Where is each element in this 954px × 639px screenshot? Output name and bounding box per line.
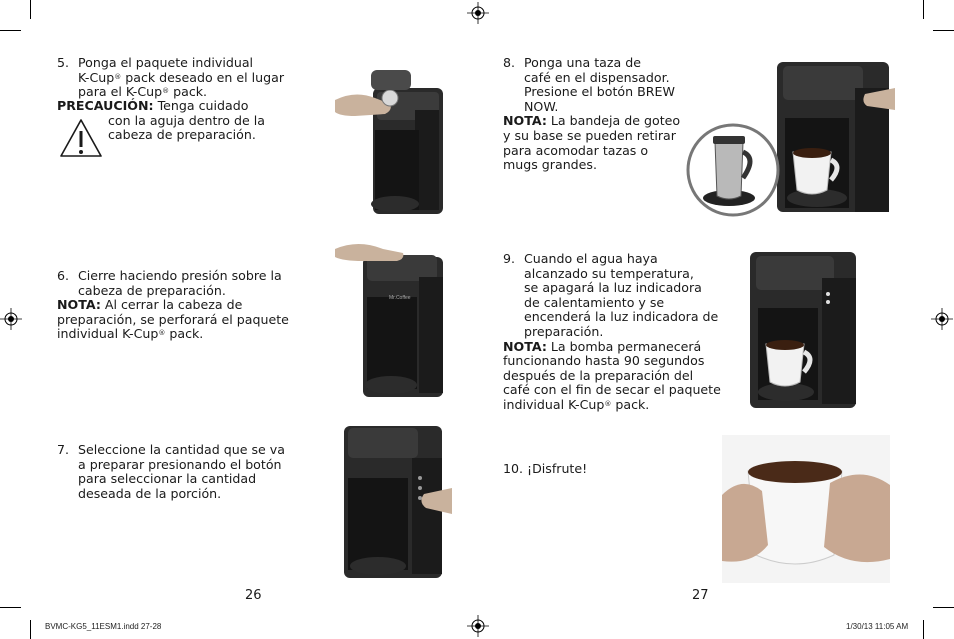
note-label: NOTA: [503,113,547,129]
crop-mark [933,30,954,31]
crop-mark [933,607,954,608]
date-slug: 1/30/13 11:05 AM [846,622,909,631]
coffee-maker-with-cup-image [685,58,895,223]
step-number: 5. [57,55,70,70]
step-9: 9. Cuando el agua haya alcanzado su temperatura, se apagará la luz indicadora de calentamiento y se encenderá la luz indicadora de preparación. NOTA: La bomba permanecerá funcionando hasta 90 segundos después de la preparación del café con el fin de secar el paquete individual K-Cup® pack. [503,251,721,412]
note-label: NOTA: [57,297,101,313]
caution-label: PRECAUCIÓN: [57,98,154,113]
page-number: 27 [692,588,709,603]
step-number: 6. [57,268,70,283]
step-7: 7. Seleccione la cantidad que se va a preparar presionando el botón para seleccionar la cantidad deseada de la porción. [57,442,285,501]
step-5: 5. Ponga el paquete individual K-Cup® pack deseado en el lugar para el K-Cup® pack. [57,56,307,100]
registration-mark-icon [467,615,489,637]
crop-mark [0,30,21,31]
step-number: 9. [503,251,516,266]
crop-mark [30,620,31,639]
step-10: 10. ¡Disfrute! [503,461,588,476]
coffee-maker-brewing-image [748,248,860,416]
coffee-maker-select-size-image [334,418,452,583]
caution-note: PRECAUCIÓN: Tenga cuidado con la aguja dentro de la cabeza de preparación. [57,98,265,143]
step-6: 6. Cierre haciendo presión sobre la cabeza de preparación. NOTA: Al cerrar la cabeza de preparación, se perforará el paquete individual K-Cup® pack. [57,268,289,342]
warning-triangle-icon [58,117,104,159]
file-slug: BVMC-KG5_11ESM1.indd 27-28 [45,622,162,631]
note-label: NOTA: [503,338,547,354]
page-number: 26 [245,588,262,603]
crop-mark [923,620,924,639]
registration-mark-icon [467,2,489,24]
step-number: 7. [57,442,70,457]
svg-text:Mr.Coffee: Mr.Coffee [389,295,411,301]
registration-mark-icon [0,308,22,330]
coffee-maker-insert-kcup-image [335,70,453,220]
crop-mark [0,607,21,608]
crop-mark [30,0,31,19]
hands-holding-cup-image [722,435,890,583]
registration-mark-icon [931,308,953,330]
crop-mark [923,0,924,19]
coffee-maker-close-head-image [333,237,453,402]
step-number: 8. [503,55,516,70]
step-8: 8. Ponga una taza de café en el dispensador. Presione el botón BREW NOW. NOTA: La bandeja de goteo y su base se pueden retirar para acomodar tazas o mugs grandes. [503,55,681,173]
step-text: Ponga el paquete individual [78,55,254,70]
